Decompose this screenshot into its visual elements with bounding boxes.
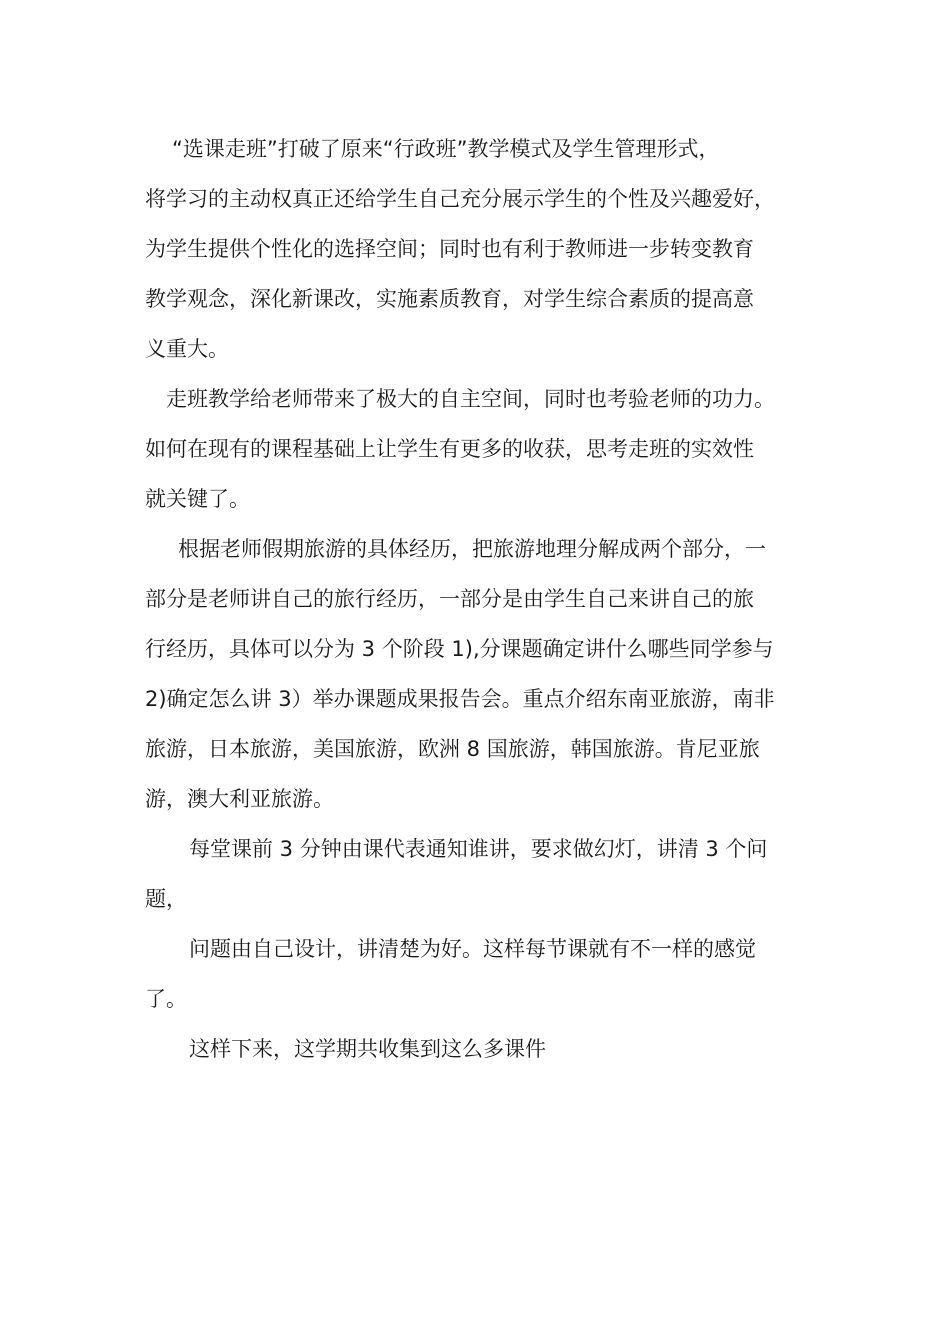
text-line: 旅游，日本旅游，美国旅游，欧洲 8 国旅游，韩国旅游。肯尼亚旅 xyxy=(145,737,760,761)
text-line: 就关键了。 xyxy=(145,487,250,511)
text-line: 游，澳大利亚旅游。 xyxy=(145,787,334,811)
text-line: “选课走班”打破了原来“行政班”教学模式及学生管理形式， xyxy=(172,137,720,161)
text-line: 行经历，具体可以分为 3 个阶段 1),分课题确定讲什么哪些同学参与 xyxy=(145,637,774,661)
text-line: 为学生提供个性化的选择空间；同时也有利于教师进一步转变教育 xyxy=(145,237,754,261)
text-line: 问题由自己设计，讲清楚为好。这样每节课就有不一样的感觉 xyxy=(189,937,756,961)
text-line: 部分是老师讲自己的旅行经历，一部分是由学生自己来讲自己的旅 xyxy=(145,587,754,611)
text-line: 这样下来，这学期共收集到这么多课件 xyxy=(189,1037,546,1061)
text-line: 题， xyxy=(145,887,187,911)
text-line: 每堂课前 3 分钟由课代表通知谁讲，要求做幻灯，讲清 3 个问 xyxy=(189,837,768,861)
text-line: 根据老师假期旅游的具体经历，把旅游地理分解成两个部分，一 xyxy=(178,537,766,561)
text-line: 如何在现有的课程基础上让学生有更多的收获，思考走班的实效性 xyxy=(145,437,754,461)
text-line: 将学习的主动权真正还给学生自己充分展示学生的个性及兴趣爱好， xyxy=(145,187,775,211)
text-line: 了。 xyxy=(145,987,187,1011)
text-line: 义重大。 xyxy=(145,337,229,361)
text-line: 2)确定怎么讲 3）举办课题成果报告会。重点介绍东南亚旅游，南非 xyxy=(145,687,775,711)
text-line: 走班教学给老师带来了极大的自主空间，同时也考验老师的功力。 xyxy=(166,387,775,411)
text-line: 教学观念，深化新课改，实施素质教育，对学生综合素质的提高意 xyxy=(145,287,754,311)
